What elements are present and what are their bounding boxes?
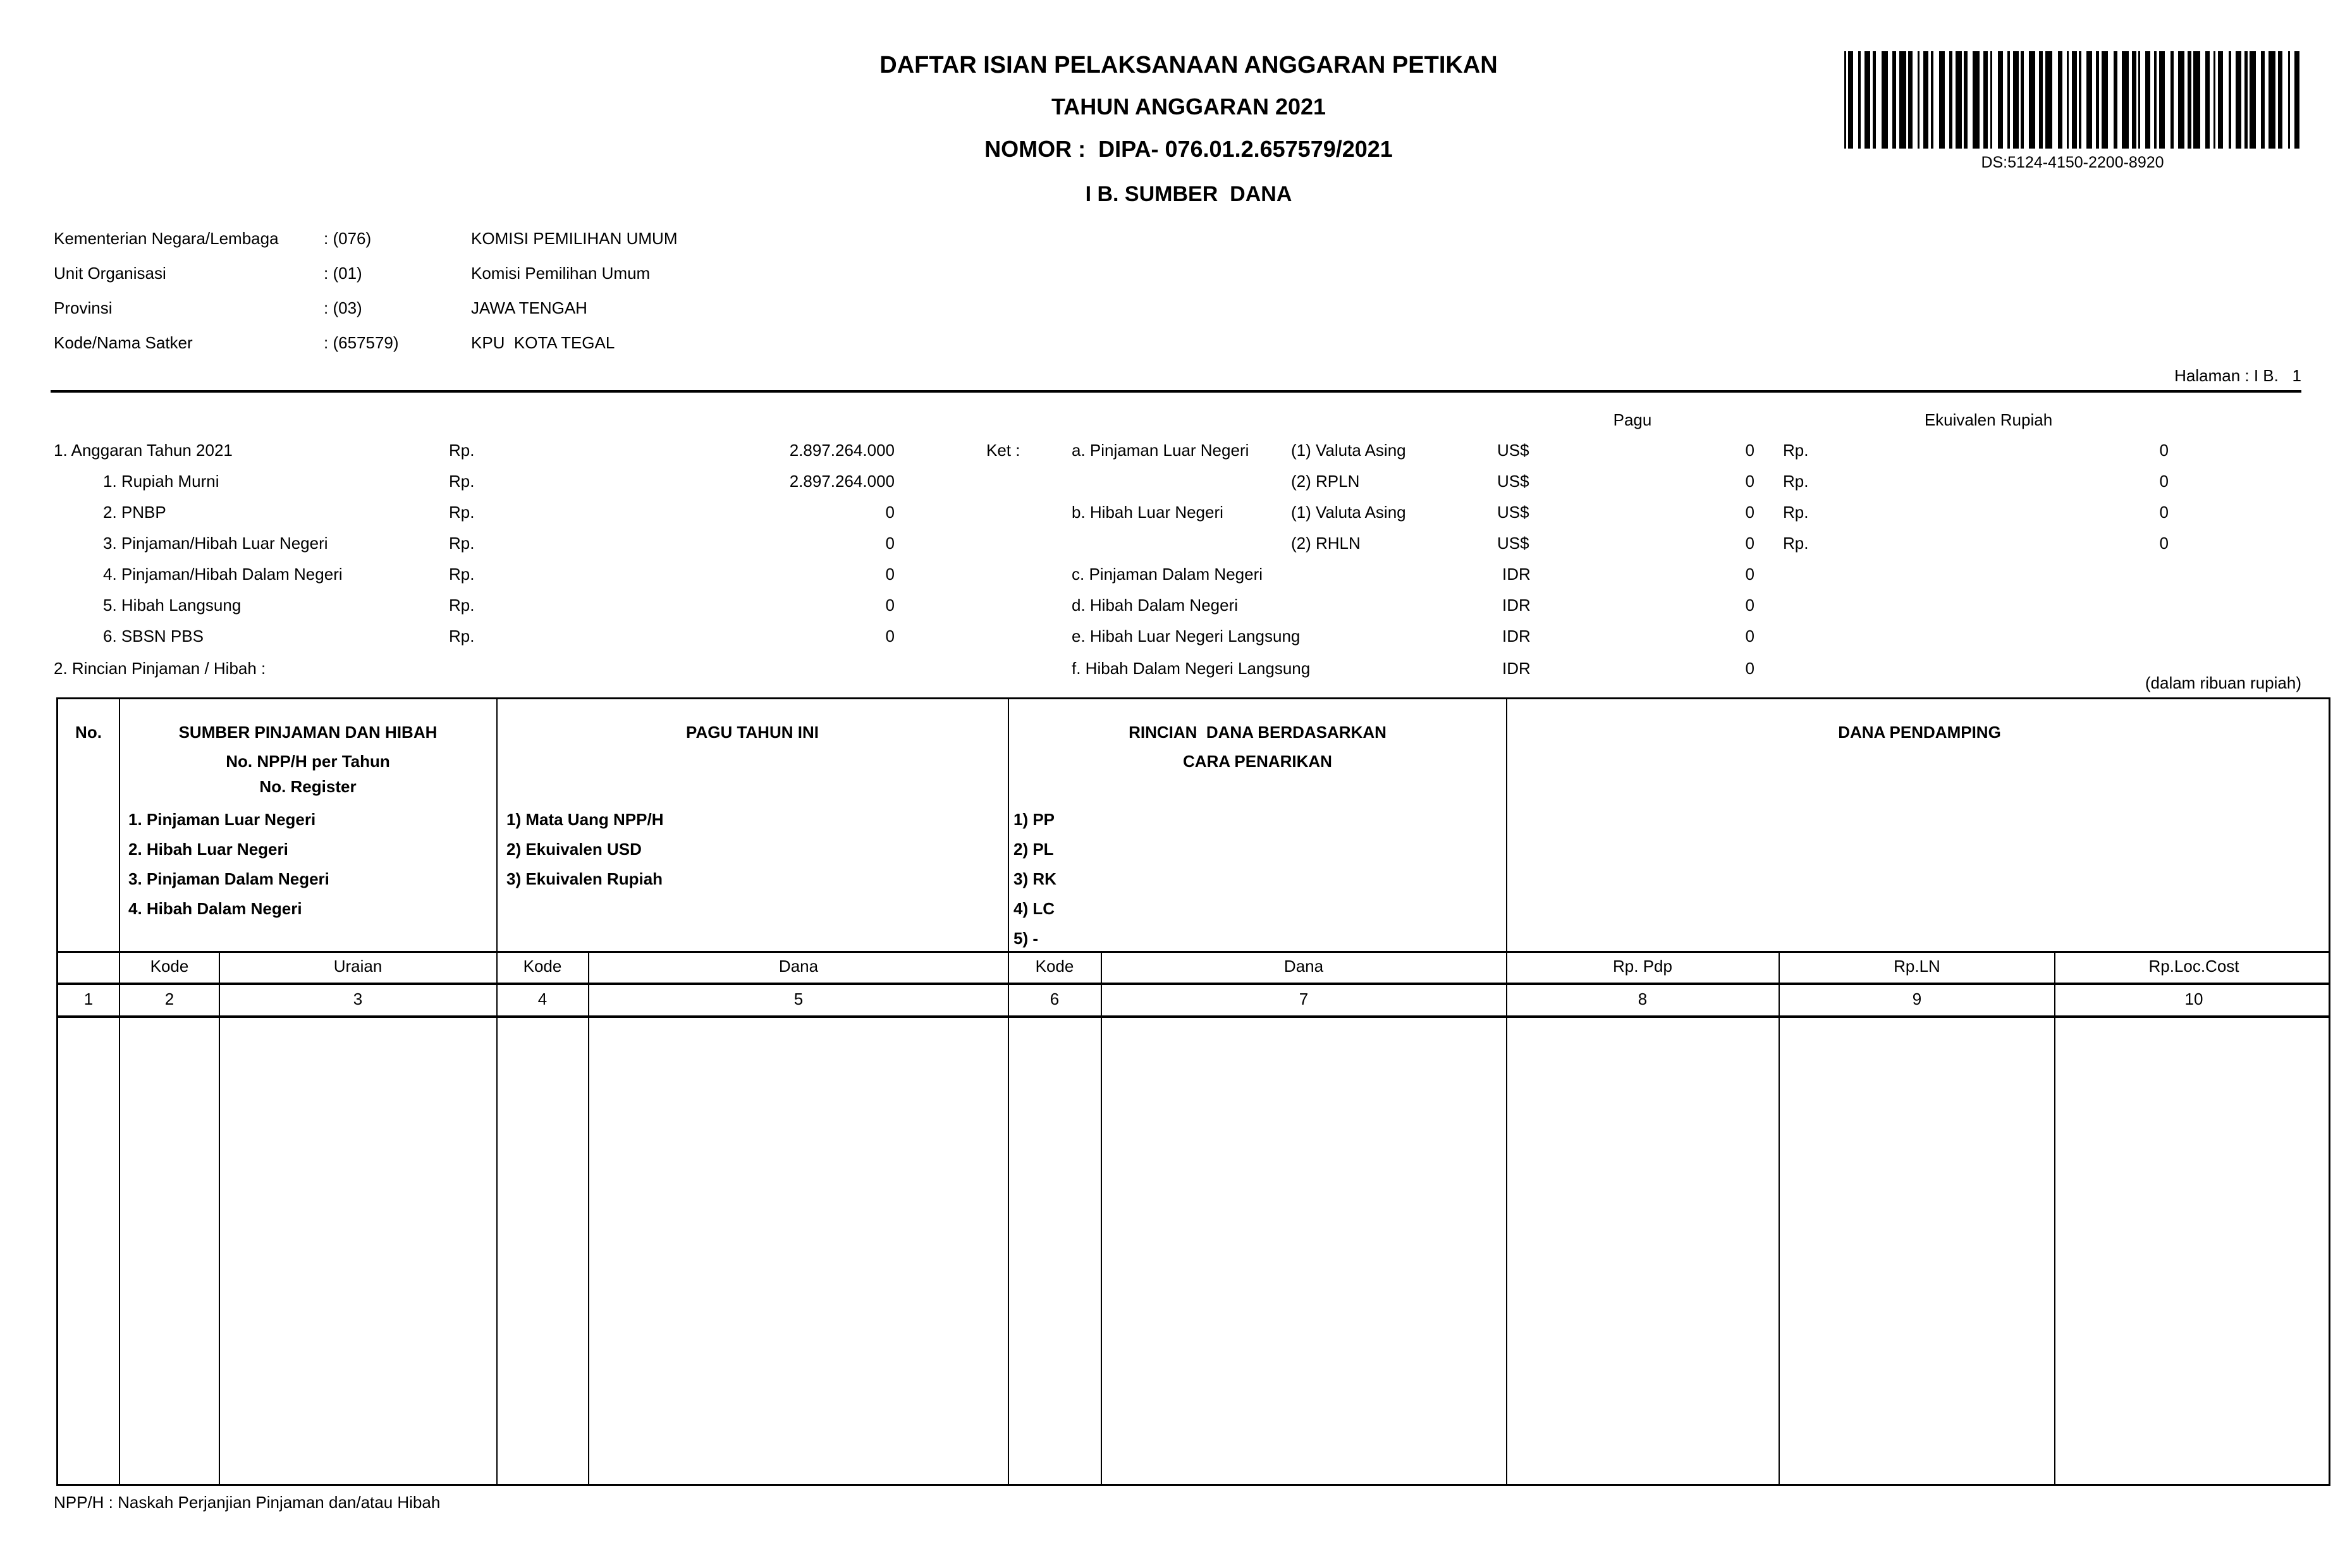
ket-sub-label: (2) RHLN [1291,534,1361,553]
summary-left-value: 0 [885,596,895,615]
table-header-sumber-item: 3. Pinjaman Dalam Negeri [128,869,329,888]
unit-note: (dalam ribuan rupiah) [2145,673,2301,692]
table-subheader-rp-loc-cost: Rp.Loc.Cost [2148,957,2239,976]
ket-sub-label: (1) Valuta Asing [1291,441,1406,460]
table-column-number: 3 [353,989,363,1008]
summary-left-value: 0 [885,534,895,553]
meta-code: : (657579) [324,333,399,352]
table-grid-line [58,1015,2329,1018]
ket-pagu-value: 0 [1745,503,1754,522]
summary-left-label: 1. Rupiah Murni [103,472,219,491]
document-number: NOMOR : DIPA- 076.01.2.657579/2021 [984,136,1393,162]
ket-currency: IDR [1502,627,1531,646]
ket-pagu-value: 0 [1745,596,1754,615]
summary-left-currency: Rp. [449,596,475,615]
table-grid-line [58,951,2329,953]
table-header-rincian: RINCIAN DANA BERDASARKAN [1129,723,1387,742]
table-grid-line [1101,951,1102,1484]
table-header-sumber-item: 2. Hibah Luar Negeri [128,840,288,859]
ket-pagu-value: 0 [1745,472,1754,491]
meta-code: : (03) [324,298,362,317]
table-subheader-dana: Dana [778,957,819,976]
summary-left-label: 2. PNBP [103,503,166,522]
summary-left-label: 5. Hibah Langsung [103,596,242,615]
ket-currency: US$ [1497,441,1529,460]
table-grid-line [119,699,120,1484]
ket-pagu-value: 0 [1745,565,1754,584]
ket-sub-label: (1) Valuta Asing [1291,503,1406,522]
ket-group-label: d. Hibah Dalam Negeri [1072,596,1239,615]
summary-left-currency: Rp. [449,472,475,491]
table-column-number: 6 [1050,989,1060,1008]
summary-left-label: 6. SBSN PBS [103,627,204,646]
table-grid-line [1779,951,1780,1484]
table-grid-line [1506,699,1507,1484]
table-header-no: No. [75,723,102,742]
table-header-rincian-item: 1) PP [1013,810,1055,829]
table-header-sumber-item: 4. Hibah Dalam Negeri [128,899,302,918]
rincian-pinjaman-label: 2. Rincian Pinjaman / Hibah : [54,659,266,678]
table-column-number: 5 [793,989,804,1008]
table-subheader-kode: Kode [150,957,189,976]
ket-pagu-value: 0 [1745,659,1754,678]
ket-ekuivalen-value: 0 [2159,441,2169,460]
ket-rp-label: Rp. [1783,472,1809,491]
ket-ekuivalen-value: 0 [2159,503,2169,522]
ket-currency: IDR [1502,596,1531,615]
meta-value: KOMISI PEMILIHAN UMUM [471,229,678,248]
table-grid-line [1008,699,1009,1484]
summary-left-label: 4. Pinjaman/Hibah Dalam Negeri [103,565,343,584]
table-header-rincian-item: 5) - [1013,929,1038,948]
table-column-number: 1 [83,989,94,1008]
summary-left-label: 1. Anggaran Tahun 2021 [54,441,233,460]
meta-value: Komisi Pemilihan Umum [471,264,651,283]
footer-note: NPP/H : Naskah Perjanjian Pinjaman dan/atau Hibah [54,1493,441,1512]
summary-left-currency: Rp. [449,503,475,522]
table-header-rincian-item: 4) LC [1013,899,1055,918]
meta-label: Kode/Nama Satker [54,333,193,352]
ket-group-label: f. Hibah Dalam Negeri Langsung [1072,659,1311,678]
table-header-sumber-item: 1. Pinjaman Luar Negeri [128,810,316,829]
table-grid-line [588,951,589,1484]
table-header-rincian-item: 2) PL [1013,840,1054,859]
table-column-number: 2 [164,989,174,1008]
table-grid-line [58,983,2329,985]
table-header-sumber: SUMBER PINJAMAN DAN HIBAH [178,723,438,742]
summary-left-currency: Rp. [449,565,475,584]
table-header-rincian-line2: CARA PENARIKAN [1183,752,1332,771]
meta-value: KPU KOTA TEGAL [471,333,615,352]
summary-left-value: 2.897.264.000 [789,472,895,491]
ket-group-label: c. Pinjaman Dalam Negeri [1072,565,1263,584]
summary-left-currency: Rp. [449,627,475,646]
barcode-caption: DS:5124-4150-2200-8920 [1981,154,2164,171]
ket-pagu-value: 0 [1745,534,1754,553]
summary-left-currency: Rp. [449,441,475,460]
meta-label: Kementerian Negara/Lembaga [54,229,279,248]
table-subheader-rp-ln: Rp.LN [1894,957,1940,976]
table-header-dana-pendamping: DANA PENDAMPING [1838,723,2001,742]
ket-rp-label: Rp. [1783,534,1809,553]
meta-code: : (076) [324,229,372,248]
table-column-number: 4 [537,989,548,1008]
table-grid-line [219,951,220,1484]
table-header-sumber-line2: No. NPP/H per Tahun [226,752,390,771]
ket-group-label: b. Hibah Luar Negeri [1072,503,1223,522]
table-column-number: 10 [2184,989,2203,1008]
header-divider-line [51,390,2301,393]
table-subheader-rp-pdp: Rp. Pdp [1613,957,1672,976]
document-title: DAFTAR ISIAN PELAKSANAAN ANGGARAN PETIKAN [879,52,1498,78]
table-header-pagu-item: 2) Ekuivalen USD [506,840,642,859]
table-header-sumber-line3: No. Register [259,777,357,796]
summary-left-currency: Rp. [449,534,475,553]
barcode [1844,51,2305,149]
table-header-pagu-tahun-ini: PAGU TAHUN INI [686,723,819,742]
table-column-number: 7 [1299,989,1309,1008]
summary-left-value: 0 [885,627,895,646]
ket-currency: US$ [1497,534,1529,553]
ket-group-label: e. Hibah Luar Negeri Langsung [1072,627,1301,646]
summary-left-value: 0 [885,503,895,522]
table-column-number: 8 [1638,989,1648,1008]
ket-currency: US$ [1497,503,1529,522]
table-subheader-kode: Kode [523,957,562,976]
summary-left-label: 3. Pinjaman/Hibah Luar Negeri [103,534,328,553]
table-header-pagu-item: 1) Mata Uang NPP/H [506,810,664,829]
summary-left-value: 2.897.264.000 [789,441,895,460]
summary-left-value: 0 [885,565,895,584]
pagu-column-header: Pagu [1613,410,1652,429]
table-grid-line [2054,951,2055,1484]
table-column-number: 9 [1912,989,1922,1008]
ket-rp-label: Rp. [1783,441,1809,460]
table-subheader-uraian: Uraian [333,957,383,976]
ket-currency: IDR [1502,565,1531,584]
ekuivalen-column-header: Ekuivalen Rupiah [1924,410,2053,429]
ket-group-label: a. Pinjaman Luar Negeri [1072,441,1249,460]
table-header-rincian-item: 3) RK [1013,869,1056,888]
ket-currency: IDR [1502,659,1531,678]
table-header-pagu-item: 3) Ekuivalen Rupiah [506,869,663,888]
section-title: I B. SUMBER DANA [1085,182,1292,206]
meta-label: Provinsi [54,298,113,317]
ket-ekuivalen-value: 0 [2159,534,2169,553]
ket-pagu-value: 0 [1745,441,1754,460]
meta-value: JAWA TENGAH [471,298,587,317]
table-subheader-dana: Dana [1283,957,1324,976]
meta-code: : (01) [324,264,362,283]
ket-pagu-value: 0 [1745,627,1754,646]
ket-sub-label: (2) RPLN [1291,472,1360,491]
ket-label: Ket : [986,441,1020,460]
document-subtitle-year: TAHUN ANGGARAN 2021 [1051,94,1326,119]
table-grid-line [496,699,498,1484]
sumber-dana-table [56,697,2330,1486]
ket-currency: US$ [1497,472,1529,491]
ket-rp-label: Rp. [1783,503,1809,522]
meta-label: Unit Organisasi [54,264,166,283]
page-number-label: Halaman : I B. 1 [2174,366,2301,385]
table-subheader-kode: Kode [1035,957,1074,976]
ket-ekuivalen-value: 0 [2159,472,2169,491]
